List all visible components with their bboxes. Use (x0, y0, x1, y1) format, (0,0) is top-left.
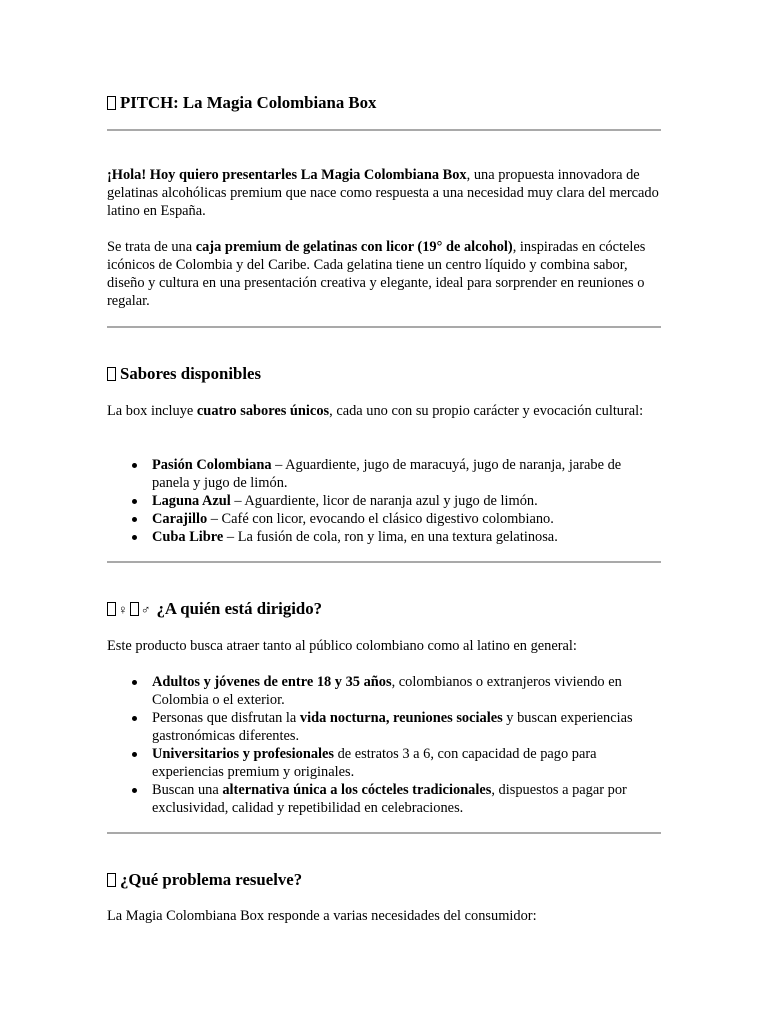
emoji-placeholder-icon (107, 96, 116, 110)
flavors-intro: La box incluye cuatro sabores únicos, cada uno con su propio carácter y evocación cultural: (107, 403, 644, 419)
emoji-placeholder-icon (107, 873, 116, 887)
divider (107, 832, 661, 834)
list-item: Universitarios y profesionales de estratos 3 a 6, con capacidad de pago para experiencias premium y originales. (152, 745, 661, 781)
intro-paragraph-2: Se trata de una caja premium de gelatinas con licor (19° de alcohol), inspiradas en cócteles icónicos de Colombia y del Caribe. Cada gelatina tiene un centro líquido y combina sabor, diseño y cultura en una presentación creativa y elegante, ideal para sorprender en reuniones o regalar. (107, 239, 646, 309)
list-item: Adultos y jóvenes de entre 18 y 35 años, colombianos o extranjeros viviendo en Colombia o el exterior. (152, 673, 661, 709)
audience-list (107, 673, 661, 817)
list-item: Buscan una alternativa única a los cócteles tradicionales, dispuestos a pagar por exclusividad, calidad y repetibilidad en celebraciones. (152, 781, 661, 817)
intro-greeting: ¡Hola! Hoy quiero presentarles La Magia Colombiana Box (107, 167, 467, 183)
divider (107, 326, 661, 328)
problem-intro: La Magia Colombiana Box responde a varias necesidades del consumidor: (107, 908, 537, 924)
list-item: Carajillo – Café con licor, evocando el clásico digestivo colombiano. (152, 510, 661, 528)
audience-heading: ♀ ♂ ¿A quién está dirigido? (107, 599, 322, 620)
doc-title-text: PITCH: La Magia Colombiana Box (120, 93, 377, 112)
problem-heading: ¿Qué problema resuelve? (107, 870, 302, 890)
female-sign-icon: ♀ (118, 602, 128, 617)
list-item: Pasión Colombiana – Aguardiente, jugo de maracuyá, jugo de naranja, jarabe de panela y jugo de limón. (152, 456, 661, 492)
flavors-list (107, 456, 661, 546)
list-item: Personas que disfrutan la vida nocturna, reuniones sociales y buscan experiencias gastronómicas diferentes. (152, 709, 661, 745)
flavors-heading: Sabores disponibles (107, 364, 261, 384)
emoji-placeholder-icon (107, 367, 116, 381)
list-item: Cuba Libre – La fusión de cola, ron y lima, en una textura gelatinosa. (152, 528, 661, 546)
emoji-placeholder-icon (107, 602, 116, 616)
intro-paragraph-1: ¡Hola! Hoy quiero presentarles La Magia Colombiana Box, una propuesta innovadora de gelatinas alcohólicas premium que nace como respuesta a una necesidad muy clara del mercado latino en España. (107, 167, 659, 219)
divider (107, 561, 661, 563)
list-item: Laguna Azul – Aguardiente, licor de naranja azul y jugo de limón. (152, 492, 661, 510)
emoji-placeholder-icon (130, 602, 139, 616)
doc-title (107, 93, 376, 113)
divider (107, 129, 661, 131)
male-sign-icon: ♂ (140, 602, 151, 617)
product-highlight: caja premium de gelatinas con licor (19° de alcohol) (195, 239, 513, 255)
audience-intro: Este producto busca atraer tanto al público colombiano como al latino en general: (107, 638, 577, 654)
